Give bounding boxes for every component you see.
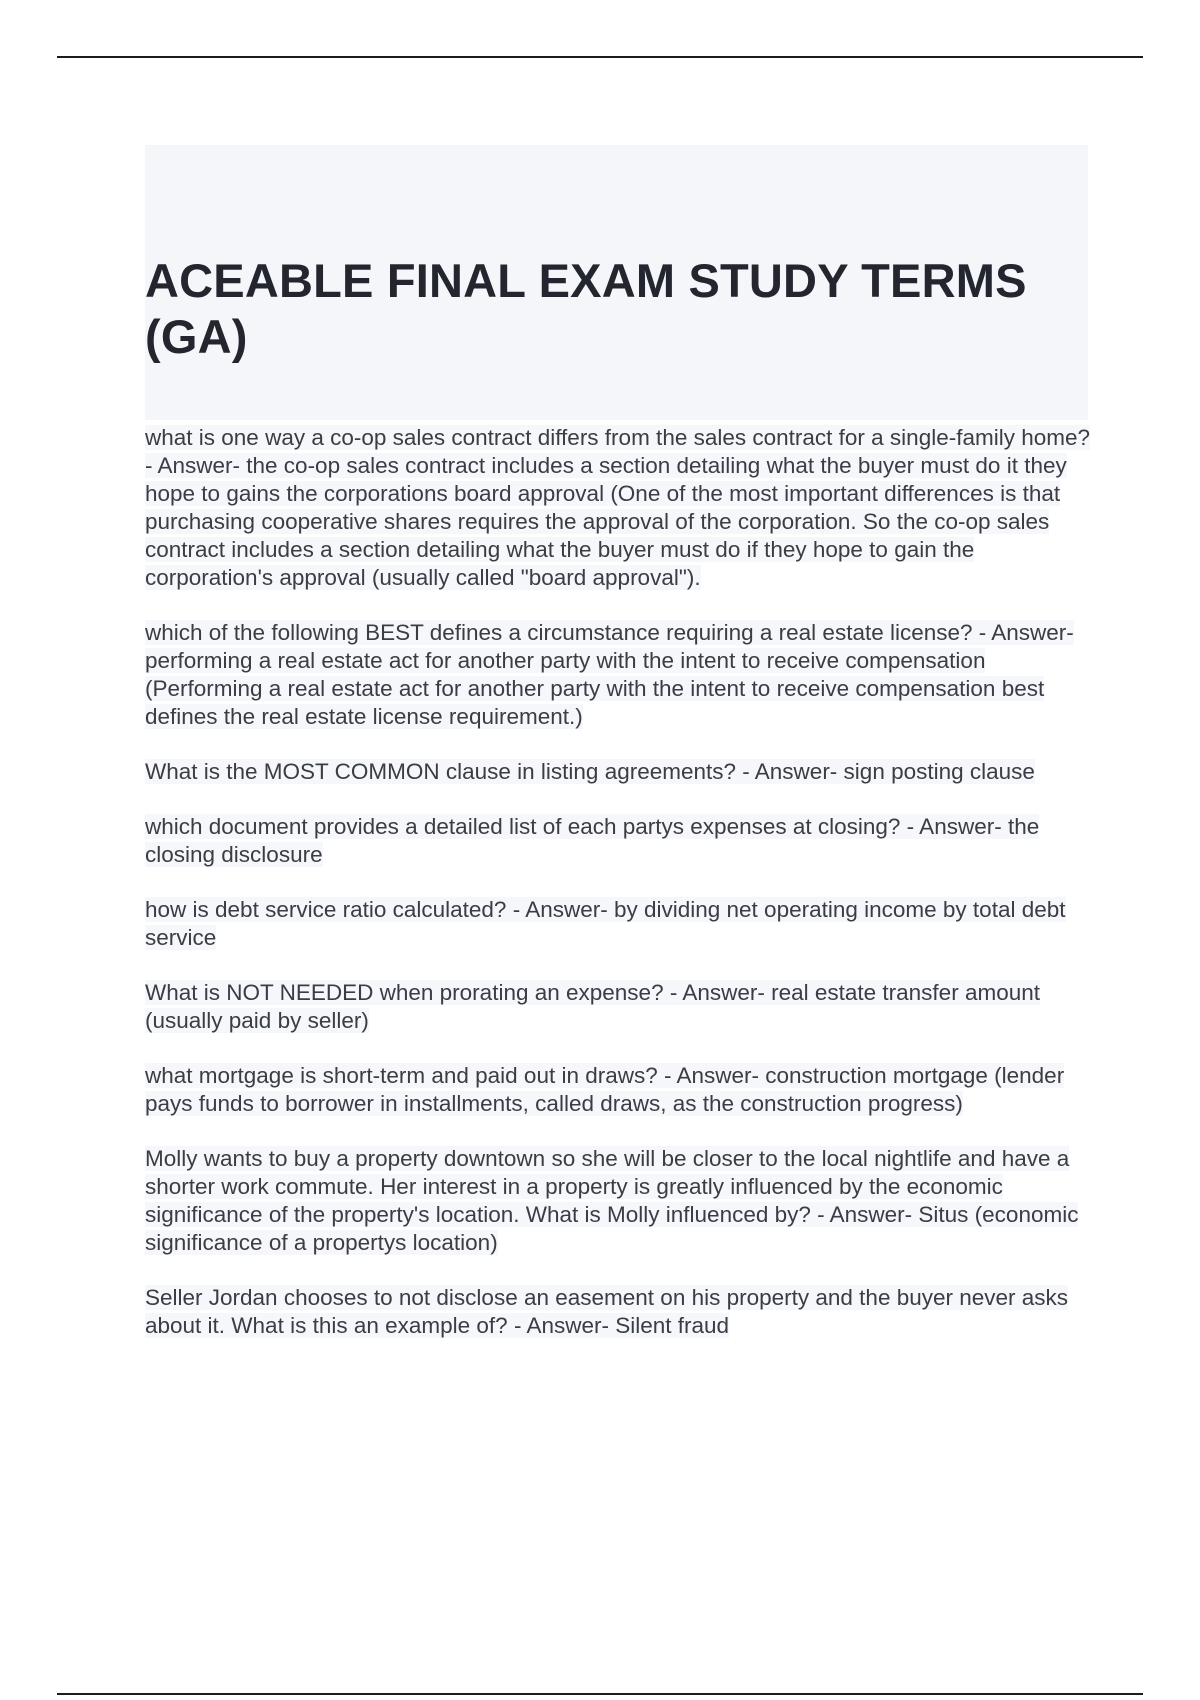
qa-entry — [145, 1145, 1090, 1257]
qa-entry — [145, 896, 1090, 952]
qa-entry-text: Seller Jordan chooses to not disclose an easement on his property and the buyer never asks about it. What is this an example of? - Answer- Silent fraud — [145, 1285, 1069, 1338]
qa-entry-text: what mortgage is short-term and paid out in draws? - Answer- construction mortgage (lender pays funds to borrower in installments, called draws, as the construction progress) — [145, 1063, 1065, 1116]
bottom-divider — [57, 1693, 1143, 1695]
qa-entry-text: what is one way a co-op sales contract differs from the sales contract for a single-family home? - Answer- the co-op sales contract includes a section detailing what the buyer must do it they hope to gains the corporations board approval (One of the most important differences is that purchasing cooperative shares requires the approval of the corporation. So the co-op sales contract includes a section detailing what the buyer must do if they hope to gain the corporation's approval (usually called "board approval"). — [145, 425, 1091, 590]
top-divider — [57, 56, 1143, 58]
qa-entry-text: Molly wants to buy a property downtown so she will be closer to the local nightlife and have a shorter work commute. Her interest in a property is greatly influenced by the economic significance of the property's location. What is Molly influenced by? - Answer- Situs (economic significance of a propertys location) — [145, 1146, 1079, 1255]
qa-entry — [145, 758, 1090, 786]
qa-entry — [145, 424, 1090, 592]
qa-entry-text: What is the MOST COMMON clause in listing agreements? - Answer- sign posting clause — [145, 759, 1035, 784]
qa-entry — [145, 1062, 1090, 1118]
qa-entry-text: which of the following BEST defines a circumstance requiring a real estate license? - Answer- performing a real estate act for another party with the intent to receive compensation (Performing a real estate act for another party with the intent to receive compensation best defines the real estate license requirement.) — [145, 620, 1074, 729]
qa-entry — [145, 813, 1090, 869]
qa-list — [145, 424, 1090, 1367]
qa-entry-text: how is debt service ratio calculated? - Answer- by dividing net operating income by total debt service — [145, 897, 1066, 950]
qa-entry — [145, 979, 1090, 1035]
document-title: ACEABLE FINAL EXAM STUDY TERMS (GA) — [145, 254, 1027, 363]
qa-entry — [145, 619, 1090, 731]
qa-entry — [145, 1284, 1090, 1340]
qa-entry-text: which document provides a detailed list of each partys expenses at closing? - Answer- the closing disclosure — [145, 814, 1040, 867]
qa-entry-text: What is NOT NEEDED when prorating an expense? - Answer- real estate transfer amount (usually paid by seller) — [145, 980, 1040, 1033]
